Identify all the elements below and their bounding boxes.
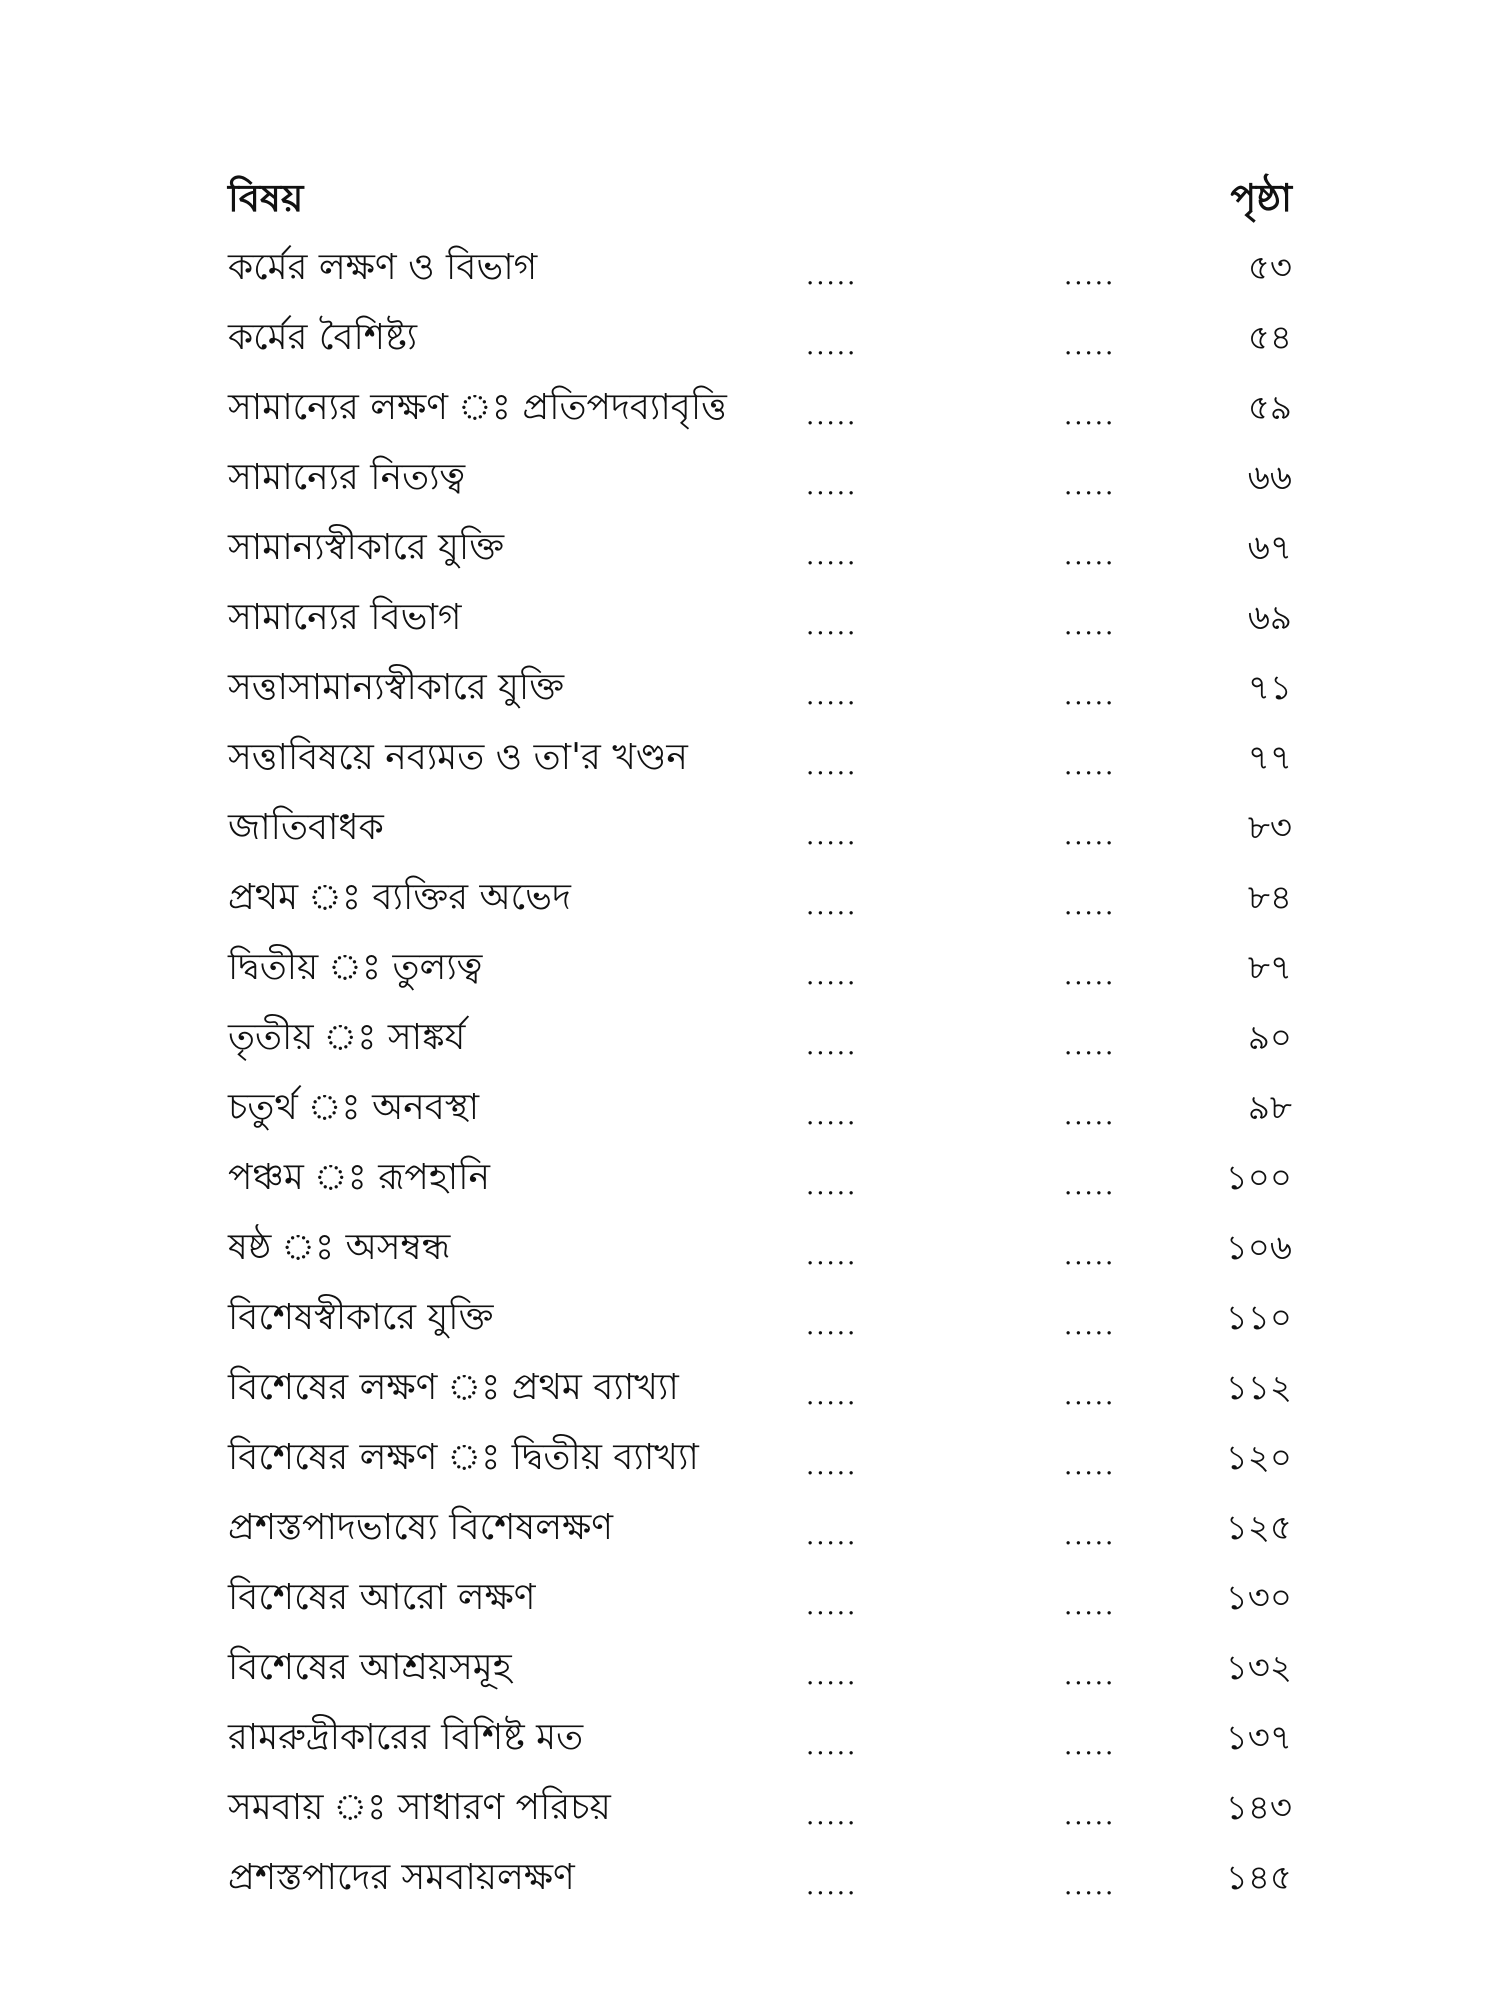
toc-entry	[228, 238, 1292, 308]
toc-entry-page-number: ১৩২	[1225, 1648, 1292, 1688]
toc-entry-page-number: ৬৯	[1247, 598, 1292, 638]
toc-leader-dots: .....	[1064, 961, 1116, 991]
toc-leader-dots: .....	[806, 821, 858, 851]
toc-leader-dots: .....	[806, 1521, 858, 1551]
toc-leader-dots: .....	[806, 1171, 858, 1201]
toc-entry-title: সামান্যের নিত্যত্ব	[228, 457, 466, 498]
toc-entry	[228, 798, 1292, 868]
toc-leader-dots: .....	[1064, 261, 1116, 291]
toc-entry-page-number: ১১০	[1225, 1298, 1292, 1338]
toc-entry	[228, 1428, 1292, 1498]
toc-leader-dots: .....	[1064, 1521, 1116, 1551]
toc-leader-dots: .....	[1064, 471, 1116, 501]
toc-leader-dots: .....	[806, 1871, 858, 1901]
toc-entry	[228, 1708, 1292, 1778]
toc-entry-page-number: ৮৪	[1247, 878, 1292, 918]
toc-entry-title: কর্মের লক্ষণ ও বিভাগ	[228, 247, 538, 288]
toc-entry-title: সামান্যের লক্ষণ ঃ প্রতিপদব্যাবৃত্তি	[228, 387, 727, 428]
toc-leader-dots: .....	[806, 1241, 858, 1271]
toc-entry	[228, 1078, 1292, 1148]
toc-leader-dots: .....	[1064, 1451, 1116, 1481]
toc-entry-page-number: ১৪৫	[1225, 1858, 1292, 1898]
toc-entry	[228, 868, 1292, 938]
toc-leader-dots: .....	[806, 261, 858, 291]
toc-leader-dots: .....	[806, 541, 858, 571]
toc-leader-dots: .....	[1064, 401, 1116, 431]
toc-entry-title: সত্তাবিষয়ে নব্যমত ও তা'র খণ্ডন	[228, 737, 688, 778]
toc-leader-dots: .....	[806, 611, 858, 641]
toc-entry	[228, 1218, 1292, 1288]
toc-entry	[228, 728, 1292, 798]
toc-leader-dots: .....	[1064, 1381, 1116, 1411]
toc-entry-title: প্রশস্তপাদভাষ্যে বিশেষলক্ষণ	[228, 1507, 614, 1548]
table-of-contents	[228, 238, 1292, 1918]
toc-entry-page-number: ১২৫	[1225, 1508, 1292, 1548]
toc-entry	[228, 1848, 1292, 1918]
toc-leader-dots: .....	[1064, 541, 1116, 571]
toc-entry-title: কর্মের বৈশিষ্ট্য	[228, 317, 418, 358]
toc-leader-dots: .....	[806, 471, 858, 501]
toc-leader-dots: .....	[806, 401, 858, 431]
subject-column-heading: বিষয়	[228, 175, 304, 220]
toc-leader-dots: .....	[806, 961, 858, 991]
toc-entry	[228, 518, 1292, 588]
toc-leader-dots: .....	[1064, 1031, 1116, 1061]
toc-entry-page-number: ১২০	[1225, 1438, 1292, 1478]
toc-leader-dots: .....	[806, 1661, 858, 1691]
toc-leader-dots: .....	[806, 681, 858, 711]
toc-entry-title: রামরুদ্রীকারের বিশিষ্ট মত	[228, 1717, 584, 1758]
toc-leader-dots: .....	[1064, 1171, 1116, 1201]
toc-leader-dots: .....	[1064, 1101, 1116, 1131]
toc-leader-dots: .....	[806, 1311, 858, 1341]
toc-leader-dots: .....	[806, 1101, 858, 1131]
toc-entry-title: চতুর্থ ঃ অনবস্থা	[228, 1087, 480, 1128]
toc-entry	[228, 658, 1292, 728]
toc-entry-title: বিশেষের লক্ষণ ঃ দ্বিতীয় ব্যাখ্যা	[228, 1437, 699, 1478]
toc-entry-page-number: ১৪৩	[1225, 1788, 1292, 1828]
toc-entry	[228, 938, 1292, 1008]
toc-leader-dots: .....	[806, 751, 858, 781]
toc-leader-dots: .....	[1064, 1311, 1116, 1341]
toc-entry-title: পঞ্চম ঃ রূপহানি	[228, 1157, 490, 1198]
toc-leader-dots: .....	[806, 1591, 858, 1621]
toc-leader-dots: .....	[806, 1381, 858, 1411]
toc-entry-page-number: ৯৮	[1247, 1088, 1292, 1128]
toc-entry-title: তৃতীয় ঃ সাঙ্কর্য	[228, 1017, 466, 1058]
toc-entry-page-number: ৫৪	[1247, 318, 1292, 358]
toc-entry-page-number: ১৩০	[1225, 1578, 1292, 1618]
toc-leader-dots: .....	[1064, 821, 1116, 851]
toc-entry	[228, 308, 1292, 378]
toc-entry	[228, 378, 1292, 448]
toc-entry-title: বিশেষের আশ্রয়সমূহ	[228, 1647, 512, 1688]
toc-leader-dots: .....	[1064, 1731, 1116, 1761]
toc-entry-page-number: ১১২	[1225, 1368, 1292, 1408]
toc-leader-dots: .....	[1064, 1661, 1116, 1691]
toc-entry-page-number: ৮৭	[1247, 948, 1292, 988]
toc-entry-title: সামান্যের বিভাগ	[228, 597, 462, 638]
toc-entry-title: বিশেষস্বীকারে যুক্তি	[228, 1297, 494, 1338]
toc-entry-page-number: ৫৯	[1247, 388, 1292, 428]
toc-leader-dots: .....	[1064, 611, 1116, 641]
toc-leader-dots: .....	[1064, 1801, 1116, 1831]
toc-entry	[228, 1288, 1292, 1358]
toc-entry-page-number: ৭৭	[1247, 738, 1292, 778]
toc-entry-page-number: ৬৬	[1247, 458, 1292, 498]
toc-entry-title: ষষ্ঠ ঃ অসম্বন্ধ	[228, 1227, 451, 1268]
toc-leader-dots: .....	[1064, 751, 1116, 781]
toc-entry	[228, 1148, 1292, 1218]
toc-entry	[228, 448, 1292, 518]
toc-entry-page-number: ১৩৭	[1225, 1718, 1292, 1758]
toc-entry-title: সমবায় ঃ সাধারণ পরিচয়	[228, 1787, 611, 1828]
toc-entry	[228, 1498, 1292, 1568]
toc-entry-page-number: ৫৩	[1247, 248, 1292, 288]
toc-leader-dots: .....	[806, 1801, 858, 1831]
page-column-heading: পৃষ্ঠা	[1230, 175, 1292, 220]
toc-entry	[228, 1008, 1292, 1078]
toc-leader-dots: .....	[806, 1451, 858, 1481]
toc-entry	[228, 1638, 1292, 1708]
toc-entry-page-number: ৬৭	[1247, 528, 1292, 568]
toc-entry	[228, 1778, 1292, 1848]
toc-entry-title: দ্বিতীয় ঃ তুল্যত্ব	[228, 947, 483, 988]
toc-entry-title: প্রথম ঃ ব্যক্তির অভেদ	[228, 877, 571, 918]
toc-leader-dots: .....	[806, 891, 858, 921]
toc-leader-dots: .....	[1064, 891, 1116, 921]
toc-entry-page-number: ৯০	[1247, 1018, 1292, 1058]
toc-entry-title: প্রশস্তপাদের সমবায়লক্ষণ	[228, 1857, 575, 1898]
toc-entry-title: জাতিবাধক	[228, 807, 384, 848]
toc-entry-page-number: ৭১	[1247, 668, 1292, 708]
toc-entry-page-number: ১০৬	[1225, 1228, 1292, 1268]
toc-leader-dots: .....	[1064, 1591, 1116, 1621]
toc-entry	[228, 588, 1292, 658]
toc-entry-title: সত্তাসামান্যস্বীকারে যুক্তি	[228, 667, 565, 708]
toc-leader-dots: .....	[806, 1731, 858, 1761]
toc-leader-dots: .....	[1064, 1241, 1116, 1271]
toc-entry-title: বিশেষের আরো লক্ষণ	[228, 1577, 536, 1618]
toc-leader-dots: .....	[1064, 1871, 1116, 1901]
toc-entry	[228, 1568, 1292, 1638]
toc-leader-dots: .....	[806, 1031, 858, 1061]
toc-leader-dots: .....	[1064, 681, 1116, 711]
toc-entry-title: বিশেষের লক্ষণ ঃ প্রথম ব্যাখ্যা	[228, 1367, 679, 1408]
toc-entry-page-number: ১০০	[1225, 1158, 1292, 1198]
toc-entry-page-number: ৮৩	[1247, 808, 1292, 848]
toc-header	[228, 168, 1292, 228]
toc-leader-dots: .....	[1064, 331, 1116, 361]
toc-entry-title: সামান্যস্বীকারে যুক্তি	[228, 527, 505, 568]
toc-entry	[228, 1358, 1292, 1428]
toc-leader-dots: .....	[806, 331, 858, 361]
